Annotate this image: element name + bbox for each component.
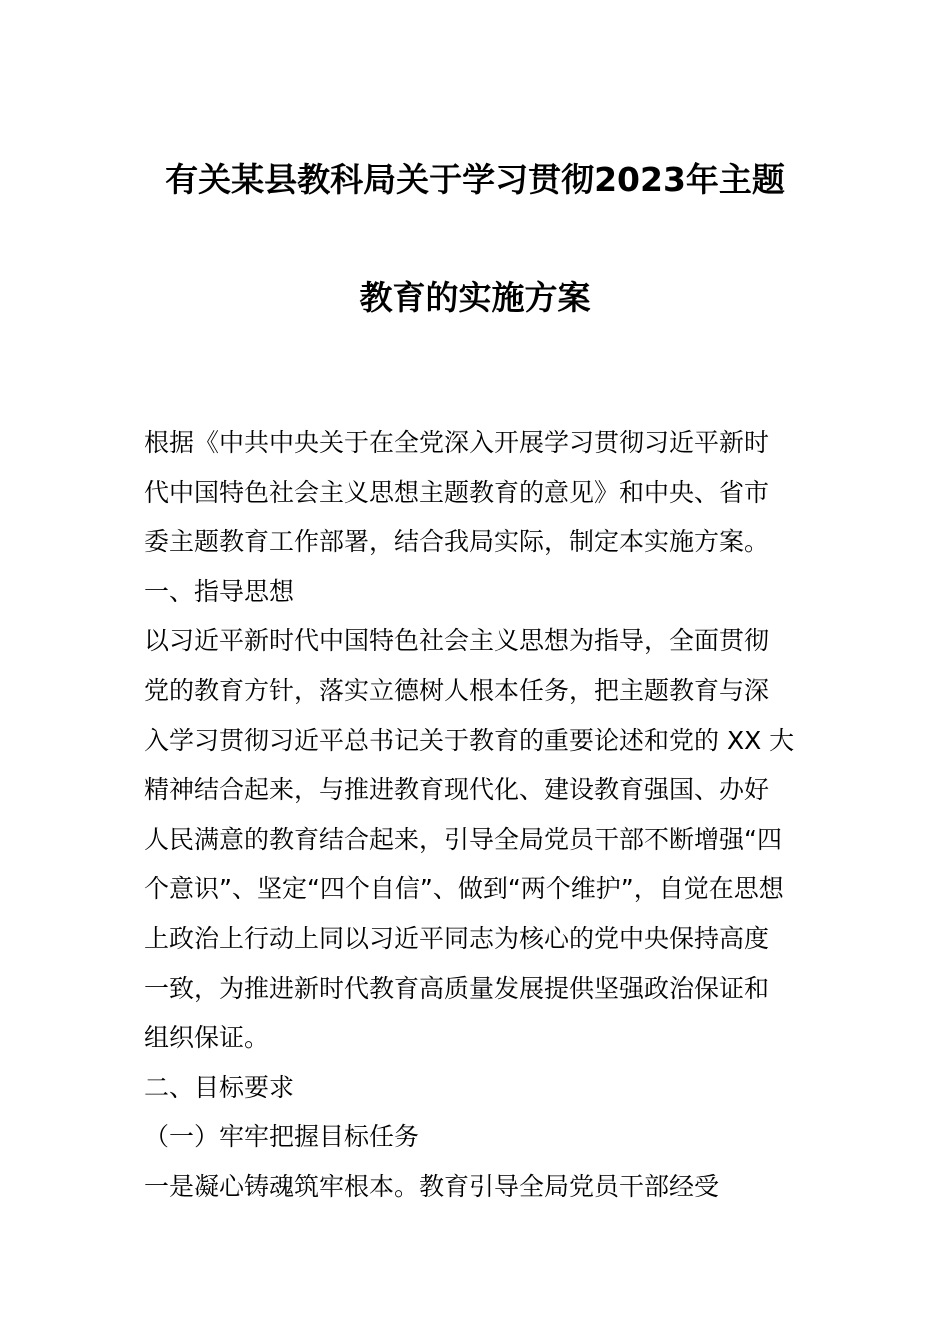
body-line: 一致，为推进新时代教育高质量发展提供坚强政治保证和 <box>144 973 770 1003</box>
document-title-line-1: 有关某县教科局关于学习贯彻2023年主题 <box>165 160 785 199</box>
body-line: 代中国特色社会主义思想主题教育的意见》和中央、省市 <box>144 477 770 507</box>
body-line: 党的教育方针，落实立德树人根本任务，把主题教育与深 <box>144 675 770 705</box>
section-heading-guiding-ideology: 一、指导思想 <box>144 576 295 606</box>
body-line: 根据《中共中央关于在全党深入开展学习贯彻习近平新时 <box>144 428 770 457</box>
document-title-line-2: 教育的实施方案 <box>359 278 591 317</box>
body-line: 组织保证。 <box>144 1023 270 1053</box>
body-line: 人民满意的教育结合起来，引导全局党员干部不断增强“四 <box>144 824 782 854</box>
body-line: 一是凝心铸魂筑牢根本。教育引导全局党员干部经受 <box>144 1171 720 1201</box>
body-line: 入学习贯彻习近平总书记关于教育的重要论述和党的 XX 大 <box>144 725 795 755</box>
body-line: 个意识”、坚定“四个自信”、做到“两个维护”，自觉在思想 <box>144 874 784 904</box>
section-heading-goals: 二、目标要求 <box>144 1072 295 1102</box>
document-body <box>144 418 812 1212</box>
body-line: 委主题教育工作部署，结合我局实际，制定本实施方案。 <box>144 527 770 557</box>
body-line: 精神结合起来，与推进教育现代化、建设教育强国、办好 <box>144 775 770 805</box>
body-line: 上政治上行动上同以习近平同志为核心的党中央保持高度 <box>144 923 770 953</box>
body-line: 以习近平新时代中国特色社会主义思想为指导，全面贯彻 <box>144 626 770 656</box>
subsection-heading: （一）牢牢把握目标任务 <box>144 1122 420 1152</box>
